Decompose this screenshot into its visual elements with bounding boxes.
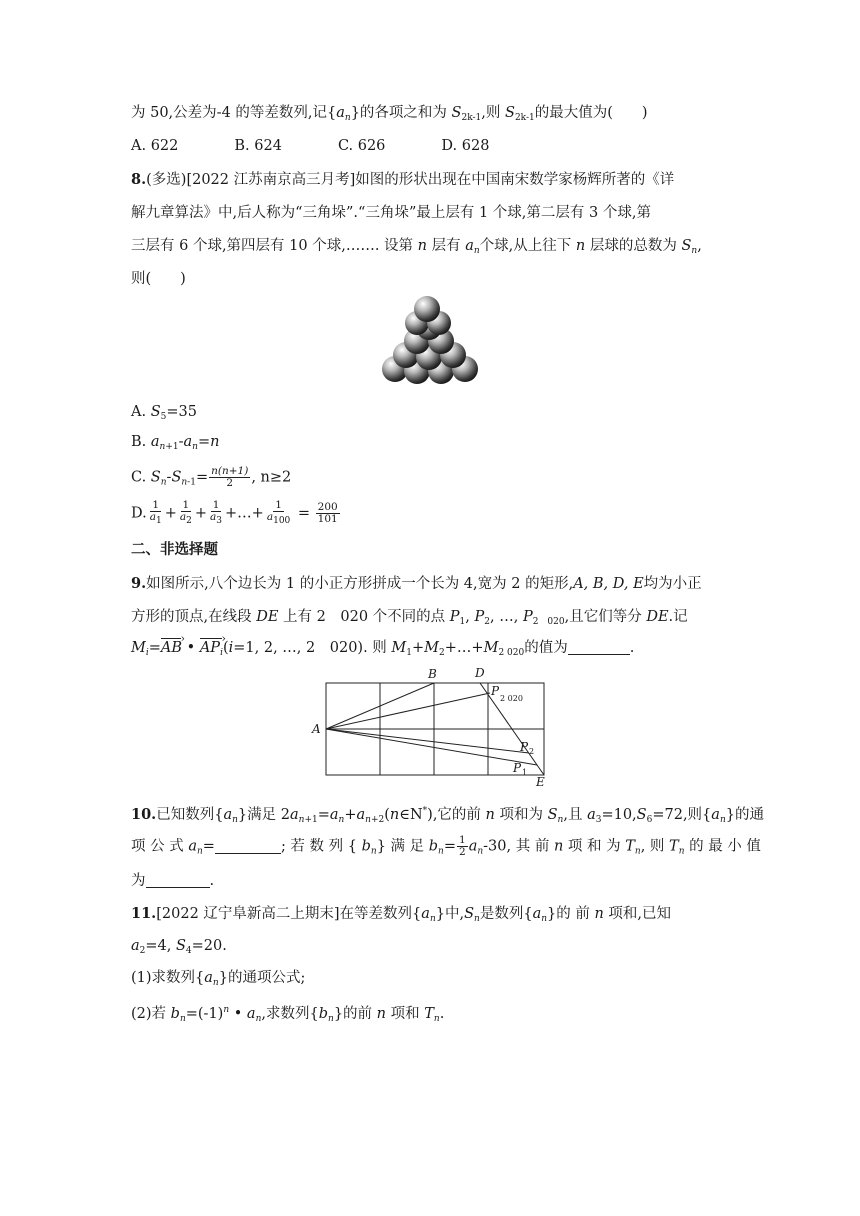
label-e: E	[536, 775, 545, 787]
label-p1: P	[513, 761, 522, 775]
rectangle-grid-figure	[308, 665, 560, 787]
q8-line4: 则( )	[131, 271, 186, 287]
q11-line1: 11.[2022 辽宁阜新高二上期末]在等差数列$\{a_n\}$中$,S_n$是数列$\{a_n\}$的 前 n 项和,已知	[131, 905, 672, 924]
label-p1-sub: 1	[522, 768, 528, 777]
q7-tail-line: 为 50,公差为-4 的等差数列,记$\{a_n\}$的各项之和为 $S_{2k-1}$,则 $S_{2k-1}$的最大值为( )	[131, 105, 648, 123]
q7-option-c[interactable]: C. 626	[337, 138, 386, 154]
q7-options	[131, 136, 545, 156]
q8-option-b[interactable]: B. $a_{n+1}-a_n=n$	[131, 434, 220, 452]
q7-option-b[interactable]: B. 624	[234, 138, 282, 154]
q8-line3: 三层有 6 个球,第四层有 10 个球,……. 设第 n 层有 $a_n$个球,从上往下 n 层球的总数为 $S_n$,	[131, 238, 702, 256]
q11-part2: (2)若 $b_n=(-1)^n$ • $a_n$,求数列$\{b_n\}$的前 n 项和 $T_n$.	[131, 1005, 445, 1024]
section-heading: 二、非选择题	[131, 541, 218, 558]
q11-line2: $a_2=4$, $S_4=20$.	[131, 938, 227, 956]
q10-line2: 项 公 式 $a_n=$ ; 若 数 列 { $b_n$} 满 足 $b_n=$ $\frac{1}{2}$ $a_n-30$, 其 前 n 项 和 为 $T_n$, 则 $T_n$ 的 最 小 值	[131, 834, 761, 858]
label-p2020: P	[491, 684, 500, 698]
q8-line2: 解九章算法》中,后人称为“三角垛”.“三角垛”最上层有 1 个球,第二层有 3 个球,第	[131, 205, 651, 221]
q8-option-a[interactable]: A. $S_5=35$	[131, 404, 197, 422]
q9-line2: 方形的顶点,在线段 DE 上有 2 020 个不同的点 $P_1$, $P_2$, …, $P_{2 020}$,且它们等分 DE.记	[131, 609, 688, 627]
triangle-ball-pile-figure	[381, 293, 481, 385]
label-p2-sub: 2	[529, 747, 535, 756]
label-b: B	[428, 667, 437, 681]
q8-line1: 8.(多选)[2022 江苏南京高三月考]如图的形状出现在中国南宋数学家杨辉所著的《详	[131, 171, 675, 188]
q7-option-a[interactable]: A. 622	[131, 138, 179, 154]
q10-line3: 为 .	[131, 873, 215, 889]
q8-option-d[interactable]: D. $\frac{1}{a_1}$ + $\frac{1}{a_2}$ + $\frac{1}{a_3}$ +…+ $\frac{1}{a_{100}}$ = $\frac{200}{101}$	[131, 499, 338, 526]
q9-line3: $M_i=AB$ › • $AP_i$ ›(i=1, 2, …, 2 020). 则 $M_1+M_2+\dots+M_{2 020}$的值为 .	[131, 638, 634, 663]
q8-option-c[interactable]: C. $S_n-S_{n-1}=$ $\frac{n(n+1)}{2}$ , n≥2	[131, 465, 292, 489]
q10-line1: 10.已知数列$\{a_n\}$满足 $2a_{n+1}=a_n+a_{n+2}(n\in N^*)$,它的前 n 项和为 $S_n$,且 $a_3=10,S_6=72$,则$\{a_n\}$的通	[131, 806, 764, 825]
q11-part1: (1)求数列$\{a_n\}$的通项公式;	[131, 970, 306, 988]
q7-option-d[interactable]: D. 628	[441, 138, 490, 154]
label-a: A	[312, 722, 321, 736]
label-p2: P	[520, 740, 529, 754]
label-p2020-sub: 2 020	[500, 694, 523, 703]
q9-line1: 9.如图所示,八个边长为 1 的小正方形拼成一个长为 4,宽为 2 的矩形,A, B, D, E均为小正	[131, 575, 702, 592]
label-d: D	[475, 666, 485, 680]
